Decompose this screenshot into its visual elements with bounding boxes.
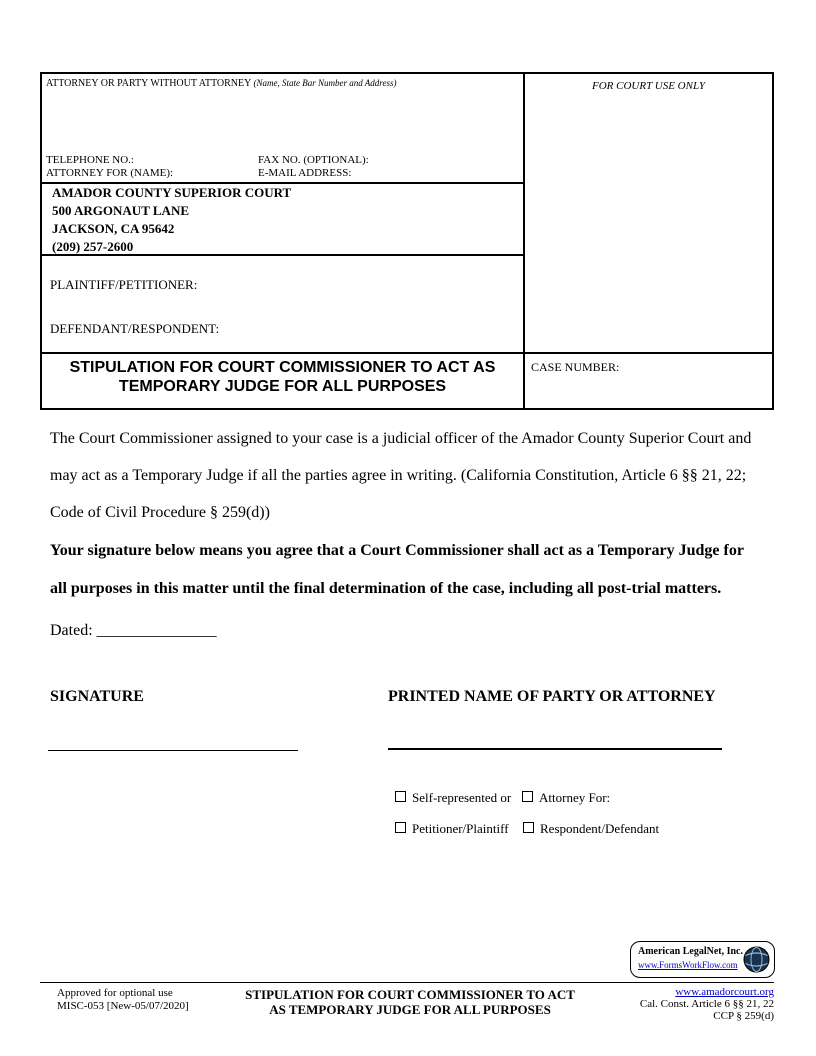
attorney-note: (Name, State Bar Number and Address) bbox=[253, 78, 397, 88]
legalnet-link[interactable]: www.FormsWorkFlow.com bbox=[638, 960, 738, 970]
telephone-label: TELEPHONE NO.: bbox=[46, 154, 134, 166]
dated-blank-field[interactable]: _______________ bbox=[96, 622, 217, 639]
dated-row bbox=[50, 622, 217, 640]
self-represented-label: Self-represented or bbox=[412, 790, 512, 805]
legalnet-logo-box bbox=[630, 941, 775, 978]
signature-line[interactable] bbox=[48, 750, 298, 751]
form-number: MISC-053 [New-05/07/2020] bbox=[57, 1000, 189, 1012]
petitioner-checkbox-label: Petitioner/Plaintiff bbox=[412, 821, 509, 836]
court-use-only-label: FOR COURT USE ONLY bbox=[592, 80, 705, 92]
case-number-field[interactable] bbox=[531, 376, 766, 404]
email-label: E-MAIL ADDRESS: bbox=[258, 167, 352, 179]
case-number-label: CASE NUMBER: bbox=[531, 360, 620, 374]
printed-name-line[interactable] bbox=[388, 748, 722, 750]
attorney-for-checkbox[interactable] bbox=[522, 791, 533, 802]
signature-heading: SIGNATURE bbox=[50, 688, 144, 705]
legalnet-name: American LegalNet, Inc. bbox=[638, 946, 743, 957]
respondent-checkbox-label: Respondent/Defendant bbox=[540, 821, 660, 836]
paragraph-intro bbox=[50, 420, 780, 531]
petitioner-checkbox[interactable] bbox=[395, 822, 406, 833]
paragraph-agreement-line1: Your signature below means you agree that a Court Commissioner shall act as a Temporary Judge for bbox=[50, 542, 744, 559]
printed-name-heading: PRINTED NAME OF PARTY OR ATTORNEY bbox=[388, 688, 716, 705]
defendant-field[interactable] bbox=[222, 318, 512, 338]
globe-icon bbox=[743, 946, 770, 973]
caption-box bbox=[40, 72, 774, 410]
court-address-block bbox=[52, 184, 291, 256]
court-phone: (209) 257-2600 bbox=[52, 239, 134, 254]
attorney-for-label: ATTORNEY FOR (NAME): bbox=[46, 167, 174, 179]
defendant-label: DEFENDANT/RESPONDENT: bbox=[50, 321, 220, 336]
plaintiff-field[interactable] bbox=[212, 274, 512, 294]
citation-ccp: CCP § 259(d) bbox=[713, 1010, 774, 1022]
footer-title-line1: STIPULATION FOR COURT COMMISSIONER TO ACT bbox=[245, 987, 575, 1002]
court-website-link[interactable]: www.amadorcourt.org bbox=[675, 986, 774, 998]
paragraph-intro-line2: may act as a Temporary Judge if all the parties agree in writing. (California Constitution, Article 6 §§ 21, 22; bbox=[50, 467, 747, 484]
attorney-info-field[interactable] bbox=[45, 94, 520, 152]
footer-title-line2: AS TEMPORARY JUDGE FOR ALL PURPOSES bbox=[269, 1002, 551, 1017]
court-address-line2: JACKSON, CA 95642 bbox=[52, 221, 175, 236]
footer-title-block bbox=[195, 987, 625, 1017]
footer-rule bbox=[40, 982, 774, 983]
form-title-line2: TEMPORARY JUDGE FOR ALL PURPOSES bbox=[118, 378, 447, 395]
footer-left-block bbox=[57, 987, 189, 1013]
approved-text: Approved for optional use bbox=[57, 987, 173, 999]
attorney-header bbox=[46, 78, 396, 89]
paragraph-intro-line3: Code of Civil Procedure § 259(d)) bbox=[50, 504, 270, 521]
plaintiff-label: PLAINTIFF/PETITIONER: bbox=[50, 277, 198, 292]
court-address-line1: 500 ARGONAUT LANE bbox=[52, 203, 190, 218]
court-name: AMADOR COUNTY SUPERIOR COURT bbox=[52, 185, 292, 200]
citation-const: Cal. Const. Article 6 §§ 21, 22 bbox=[639, 998, 774, 1010]
footer-right-block bbox=[600, 986, 774, 1022]
attorney-for-checkbox-label: Attorney For: bbox=[539, 790, 611, 805]
paragraph-agreement-line2: all purposes in this matter until the final determination of the case, including all post-trial matters. bbox=[50, 580, 722, 597]
form-title bbox=[42, 354, 523, 408]
fax-label: FAX NO. (OPTIONAL): bbox=[258, 154, 369, 166]
caption-vertical-divider bbox=[523, 74, 525, 408]
attorney-label: ATTORNEY OR PARTY WITHOUT ATTORNEY bbox=[46, 78, 251, 89]
form-title-line1: STIPULATION FOR COURT COMMISSIONER TO ACT AS bbox=[69, 359, 496, 376]
respondent-checkbox[interactable] bbox=[523, 822, 534, 833]
paragraph-intro-line1: The Court Commissioner assigned to your case is a judicial officer of the Amador County Superior Court and bbox=[50, 430, 752, 447]
paragraph-agreement bbox=[50, 532, 780, 608]
dated-label: Dated: bbox=[50, 622, 93, 639]
self-represented-checkbox[interactable] bbox=[395, 791, 406, 802]
